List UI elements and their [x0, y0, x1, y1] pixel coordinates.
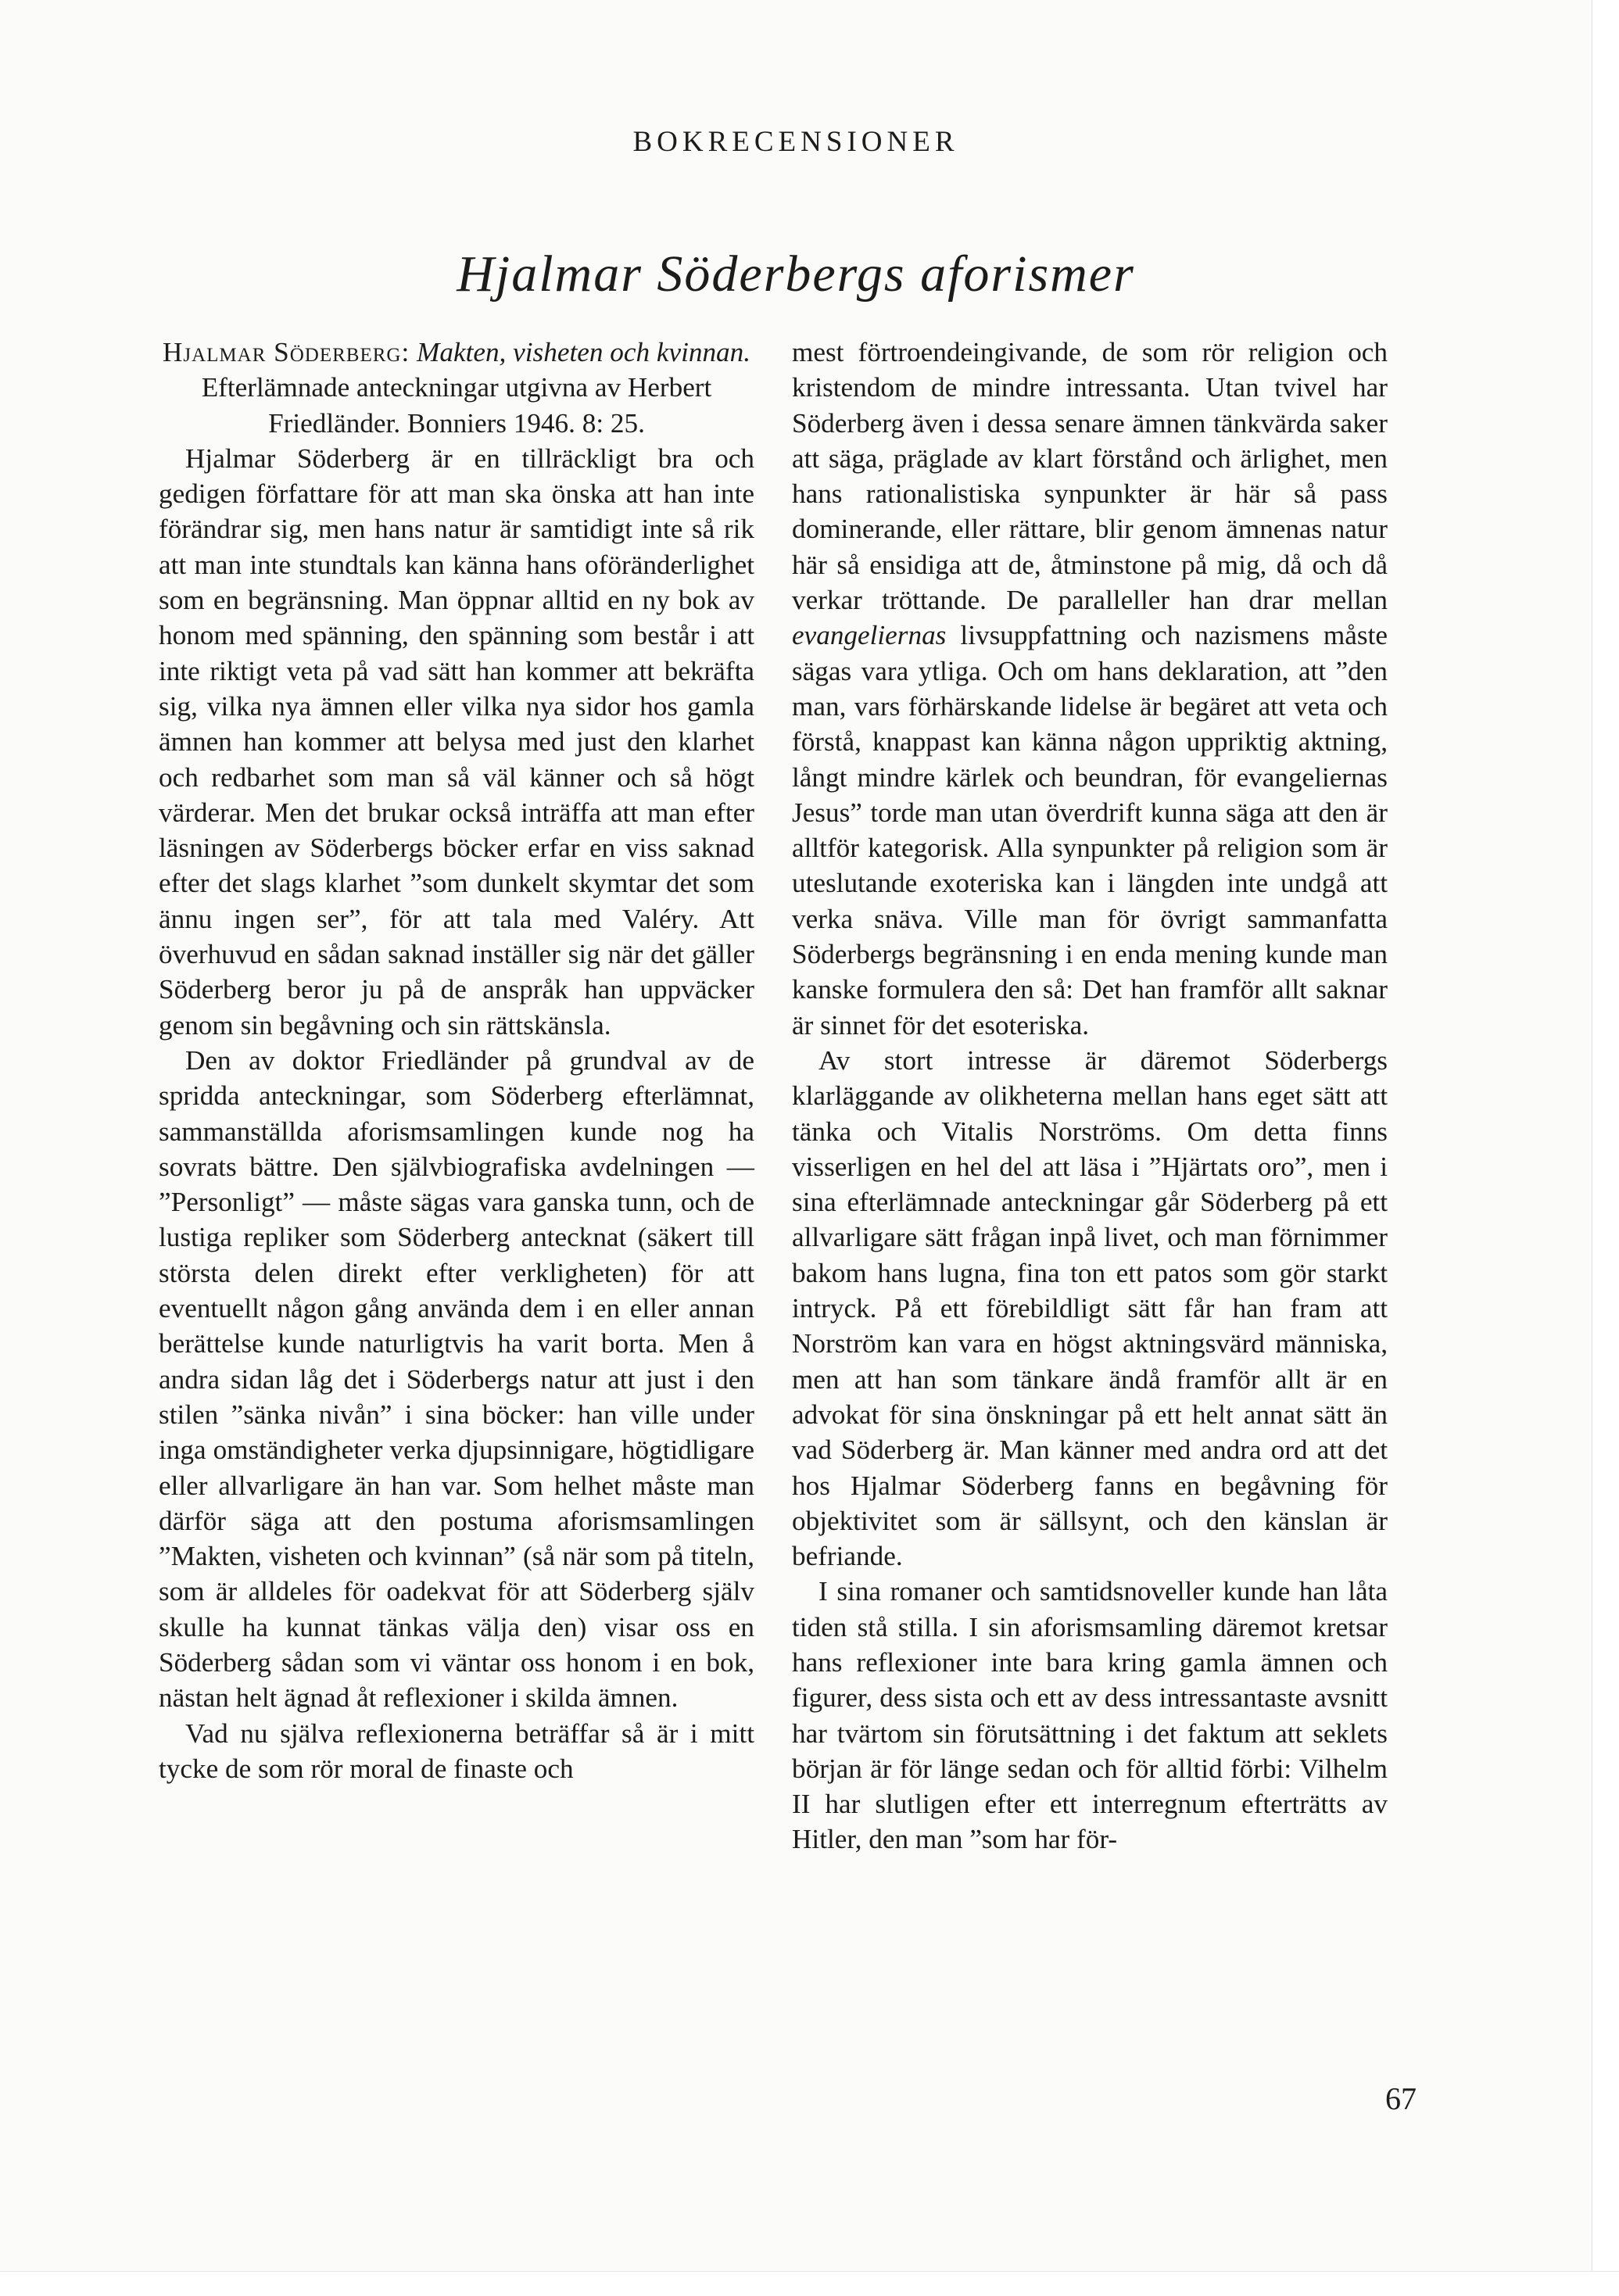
- paragraph: Av stort intresse är däremot Söderbergs klarläggande av olikheterna mellan hans eget sätt att tänka och Vitalis Norströms. Om detta finns visserligen en hel del att läsa i ”Hjärtats oro”, men i sina efterlämnade anteckningar går Söderberg på ett allvarligare sätt frågan inpå livet, och man förnimmer bakom hans lugna, fina ton ett patos som gör starkt intryck. På ett förebildligt sätt får han fram att Norström kan vara en högst aktningsvärd människa, men att han som tänkare ändå framför allt är en advokat för sina önskningar på ett helt annat sätt än vad Söderberg är. Man känner med andra ord att det hos Hjalmar Söderberg fanns en begåvning för objektivitet som är sällsynt, och den känslan är befriande.: [792, 1044, 1388, 1572]
- book-title: Makten, visheten och kvinnan.: [417, 337, 751, 367]
- page-edge-bottom: [0, 2271, 1619, 2296]
- page-edge-right: [1592, 0, 1619, 2295]
- page-number: 67: [1385, 2081, 1417, 2116]
- paragraph: Vad nu själva reflexionerna beträffar så är i mitt tycke de som rör moral de finaste och: [159, 1718, 754, 1784]
- article-title: Hjalmar Söderbergs aforismer: [457, 245, 1135, 303]
- running-head: BOKRECENSIONER: [632, 126, 959, 158]
- paragraph: I sina romaner och samtidsnoveller kunde han låta tiden stå stilla. I sin aforismsamling däremot kretsar hans reflexioner inte bara kring gamla ämnen och figurer, dess sista och ett av dess intressantaste avsnitt har tvärtom sin förutsättning i det faktum att seklets början är för länge sedan och för alltid förbi: Vilhelm II har slutligen efter ett interregnum efterträtts av Hitler, den man ”som har för-: [792, 1576, 1388, 1855]
- paragraph-text: mest förtroendeingivande, de som rör religion och kristendom de mindre intressanta. Utan tvivel har Söderberg även i dessa senare ämnen tänkvärda saker att säga, präglade av klart förstånd och ärlighet, men hans rationalistiska synpunkter är här så pass dominerande, eller rättare, blir genom ämnenas natur här så ensidiga att de, åtminstone på mig, då och då verkar tröttande. De paralleller han drar mellan: [792, 337, 1388, 616]
- italic-word: evangeliernas: [792, 620, 947, 651]
- paragraph-text: livsuppfattning och nazismens måste sägas vara ytliga. Och om hans deklaration, att ”den man, vars förhärskande lidelse är begäret att veta och förstå, knappast kan känna någon uppriktig aktning, långt mindre kärlek och beundran, för evangeliernas Jesus” torde man utan överdrift kunna säga att den är alltför kategorisk. Alla synpunkter på religion som är uteslutande exoteriska kan i längden inte undgå att verka snäva. Ville man för övrigt sammanfatta Söderbergs begränsning i en enda mening kunde man kanske formulera den så: Det han framför allt saknar är sinnet för det esoteriska.: [792, 620, 1388, 1041]
- left-column: [159, 335, 754, 1786]
- paragraph: Den av doktor Friedländer på grundval av de spridda anteckningar, som Söderberg efterlämnat, sammanställda aforismsamlingen kunde nog ha sovrats bättre. Den självbiografiska avdelningen — ”Personligt” — måste sägas vara ganska tunn, och de lustiga repliker som Söderberg antecknat (säkert till största delen direkt efter verkligheten) för att eventuellt någon gång använda dem i en eller annan berättelse kunde naturligtvis ha varit borta. Men å andra sidan låg det i Söderbergs natur att just i den stilen ”sänka nivån” i sina böcker: han ville under inga omständigheter verka djupsinnigare, högtidligare eller allvarligare än han var. Som helhet måste man därför säga att den postuma aforismsamlingen ”Makten, visheten och kvinnan” (så när som på titeln, som är alldeles för oadekvat för att Söderberg själv skulle ha kunnat tänkas välja den) visar oss en Söderberg sådan som vi väntar oss honom i en bok, nästan helt ägnad åt reflexioner i skilda ämnen.: [159, 1044, 754, 1714]
- bibliographic-entry: [159, 335, 754, 441]
- book-author: Hjalmar Söderberg:: [162, 337, 410, 367]
- paragraph: Hjalmar Söderberg är en tillräckligt bra och gedigen författare för att man ska önska att han inte förändrar sig, men hans natur är samtidigt inte så rik att man inte stundtals kan känna hans oföränderlighet som en begränsning. Man öppnar alltid en ny bok av honom med spänning, den spänning som består i att inte riktigt veta på vad sätt han kommer att bekräfta sig, vilka nya ämnen eller vilka nya sidor hos gamla ämnen han kommer att belysa med just den klarhet och redbarhet som man så väl känner och så högt värderar. Men det brukar också inträffa att man efter läsningen av Söderbergs böcker erfar en viss saknad efter det slags klarhet ”som dunkelt skymtar det som ännu ingen ser”, för att tala med Valéry. Att överhuvud en sådan saknad inställer sig när det gäller Söderberg beror ju på de anspråk han uppväcker genom sin begåvning och sin rättskänsla.: [159, 442, 754, 1041]
- right-column: [792, 335, 1388, 1857]
- book-details: Efterlämnade anteckningar utgivna av Herbert Friedländer. Bonniers 1946. 8: 25.: [201, 372, 712, 439]
- paragraph: [792, 335, 1388, 1043]
